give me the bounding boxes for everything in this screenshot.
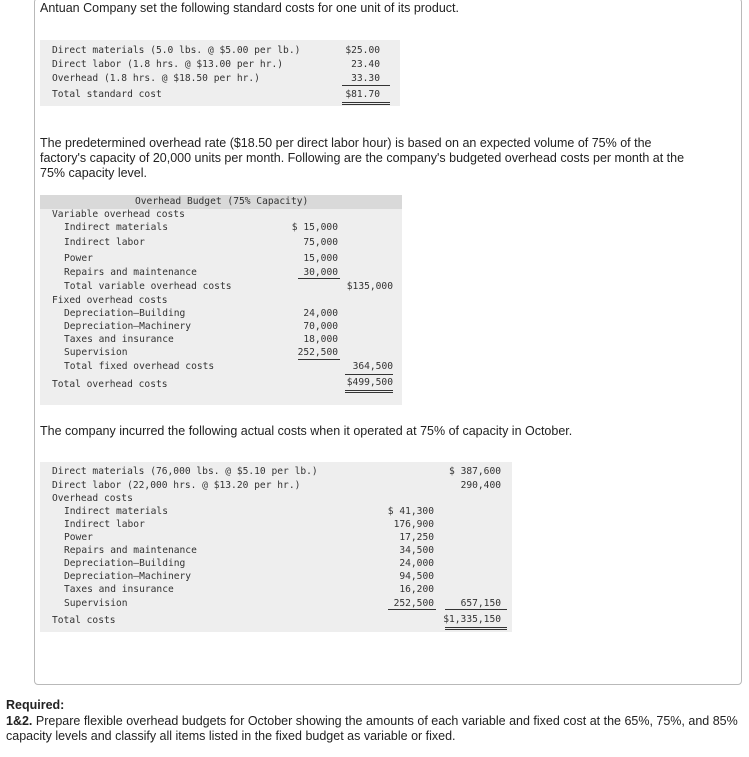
fixed-row-value: 70,000 [303, 321, 338, 332]
actual-overhead-row-label: Repairs and maintenance [64, 545, 197, 556]
total-fixed-value: 364,500 [352, 361, 393, 372]
actual-overhead-row-label: Depreciation—Machinery [64, 571, 192, 582]
actual-overhead-row-value: 94,500 [399, 571, 434, 582]
fixed-row-value: 18,000 [303, 334, 338, 345]
actual-overhead-row-label: Indirect labor [64, 519, 145, 530]
actual-overhead-row-label: Depreciation—Building [64, 558, 186, 569]
required-label: 1&2. [6, 714, 33, 728]
actual-overhead-row-value: 252,500 [393, 598, 434, 609]
variable-subtotal-rule [298, 278, 340, 279]
actual-total-double-rule [445, 627, 507, 630]
variable-row-value: $ 15,000 [291, 222, 338, 233]
variable-row-label: Power [64, 253, 93, 264]
std-row-value: $25.00 [345, 45, 380, 56]
std-row-label: Direct materials (5.0 lbs. @ $5.00 per lb.) [52, 45, 301, 56]
fixed-row-label: Depreciation—Building [64, 308, 186, 319]
total-overhead-value: $499,500 [346, 377, 393, 388]
overhead-rate-paragraph: The predetermined overhead rate ($18.50 per direct labor hour) is based on an expected volume of 75% of the factory's capacity of 20,000 units per month. Following are the company's budgeted overhead costs per month at the 75% capacity level. [40, 136, 685, 180]
actual-overhead-row-value: $ 41,300 [387, 506, 434, 517]
required-text: Prepare flexible overhead budgets for October showing the amounts of each variable and fixed cost at the 65%, 75%, and 85% capacity levels and classify all items listed in the fixed budget as variable or fixed. [6, 714, 738, 743]
actual-overhead-row-value: 24,000 [399, 558, 434, 569]
total-variable-value: $135,000 [346, 281, 393, 292]
variable-heading: Variable overhead costs [52, 209, 185, 220]
required-text-block [6, 714, 746, 744]
variable-row-label: Indirect materials [64, 222, 168, 233]
actual-dm-label: Direct materials (76,000 lbs. @ $5.10 per lb.) [52, 466, 318, 477]
actual-overhead-row-value: 16,200 [399, 584, 434, 595]
actual-dl-value: 290,400 [460, 480, 501, 491]
actual-overhead-heading: Overhead costs [52, 493, 133, 504]
std-row-value: 33.30 [351, 73, 380, 84]
variable-row-value: 30,000 [303, 267, 338, 278]
intro-text: Antuan Company set the following standard costs for one unit of its product. [40, 1, 459, 15]
std-subtotal-rule [342, 85, 390, 86]
total-overhead-double-rule [345, 390, 393, 393]
actual-overhead-row-label: Indirect materials [64, 506, 168, 517]
actual-total-value: $1,335,150 [443, 614, 501, 625]
actual-overhead-total-rule [445, 609, 507, 610]
actual-costs-paragraph: The company incurred the following actual costs when it operated at 75% of capacity in October. [40, 424, 573, 438]
fixed-total-rule [345, 374, 393, 375]
actual-costs-table [40, 462, 512, 632]
std-row-value: 23.40 [351, 59, 380, 70]
budget-title: Overhead Budget (75% Capacity) [135, 196, 309, 207]
variable-row-value: 15,000 [303, 253, 338, 264]
standard-cost-table [40, 40, 400, 106]
overhead-budget-table [40, 195, 402, 405]
fixed-row-value: 24,000 [303, 308, 338, 319]
required-heading: Required: [6, 698, 65, 712]
fixed-row-value: 252,500 [297, 347, 338, 358]
total-fixed-label: Total fixed overhead costs [64, 361, 215, 372]
actual-overhead-total: 657,150 [460, 598, 501, 609]
std-total-value: $81.70 [345, 89, 380, 100]
variable-row-value: 75,000 [303, 237, 338, 248]
std-row-label: Direct labor (1.8 hrs. @ $13.00 per hr.) [52, 59, 284, 70]
actual-total-label: Total costs [52, 615, 116, 626]
variable-row-label: Repairs and maintenance [64, 267, 197, 278]
actual-overhead-row-label: Taxes and insurance [64, 584, 174, 595]
std-total-label: Total standard cost [52, 89, 162, 100]
total-overhead-label: Total overhead costs [52, 379, 168, 390]
actual-dl-label: Direct labor (22,000 hrs. @ $13.20 per hr.) [52, 480, 301, 491]
variable-row-label: Indirect labor [64, 237, 145, 248]
actual-overhead-row-label: Power [64, 532, 93, 543]
actual-overhead-row-label: Supervision [64, 598, 128, 609]
fixed-row-label: Taxes and insurance [64, 334, 174, 345]
actual-overhead-row-value: 17,250 [399, 532, 434, 543]
fixed-subtotal-rule [298, 359, 340, 360]
fixed-row-label: Supervision [64, 347, 128, 358]
fixed-row-label: Depreciation—Machinery [64, 321, 192, 332]
std-total-double-rule [342, 102, 390, 105]
actual-overhead-row-value: 176,900 [393, 519, 434, 530]
actual-overhead-row-value: 34,500 [399, 545, 434, 556]
actual-overhead-subtotal-rule [388, 609, 436, 610]
std-row-label: Overhead (1.8 hrs. @ $18.50 per hr.) [52, 73, 260, 84]
total-variable-label: Total variable overhead costs [64, 281, 232, 292]
actual-dm-value: $ 387,600 [449, 466, 501, 477]
fixed-heading: Fixed overhead costs [52, 295, 168, 306]
